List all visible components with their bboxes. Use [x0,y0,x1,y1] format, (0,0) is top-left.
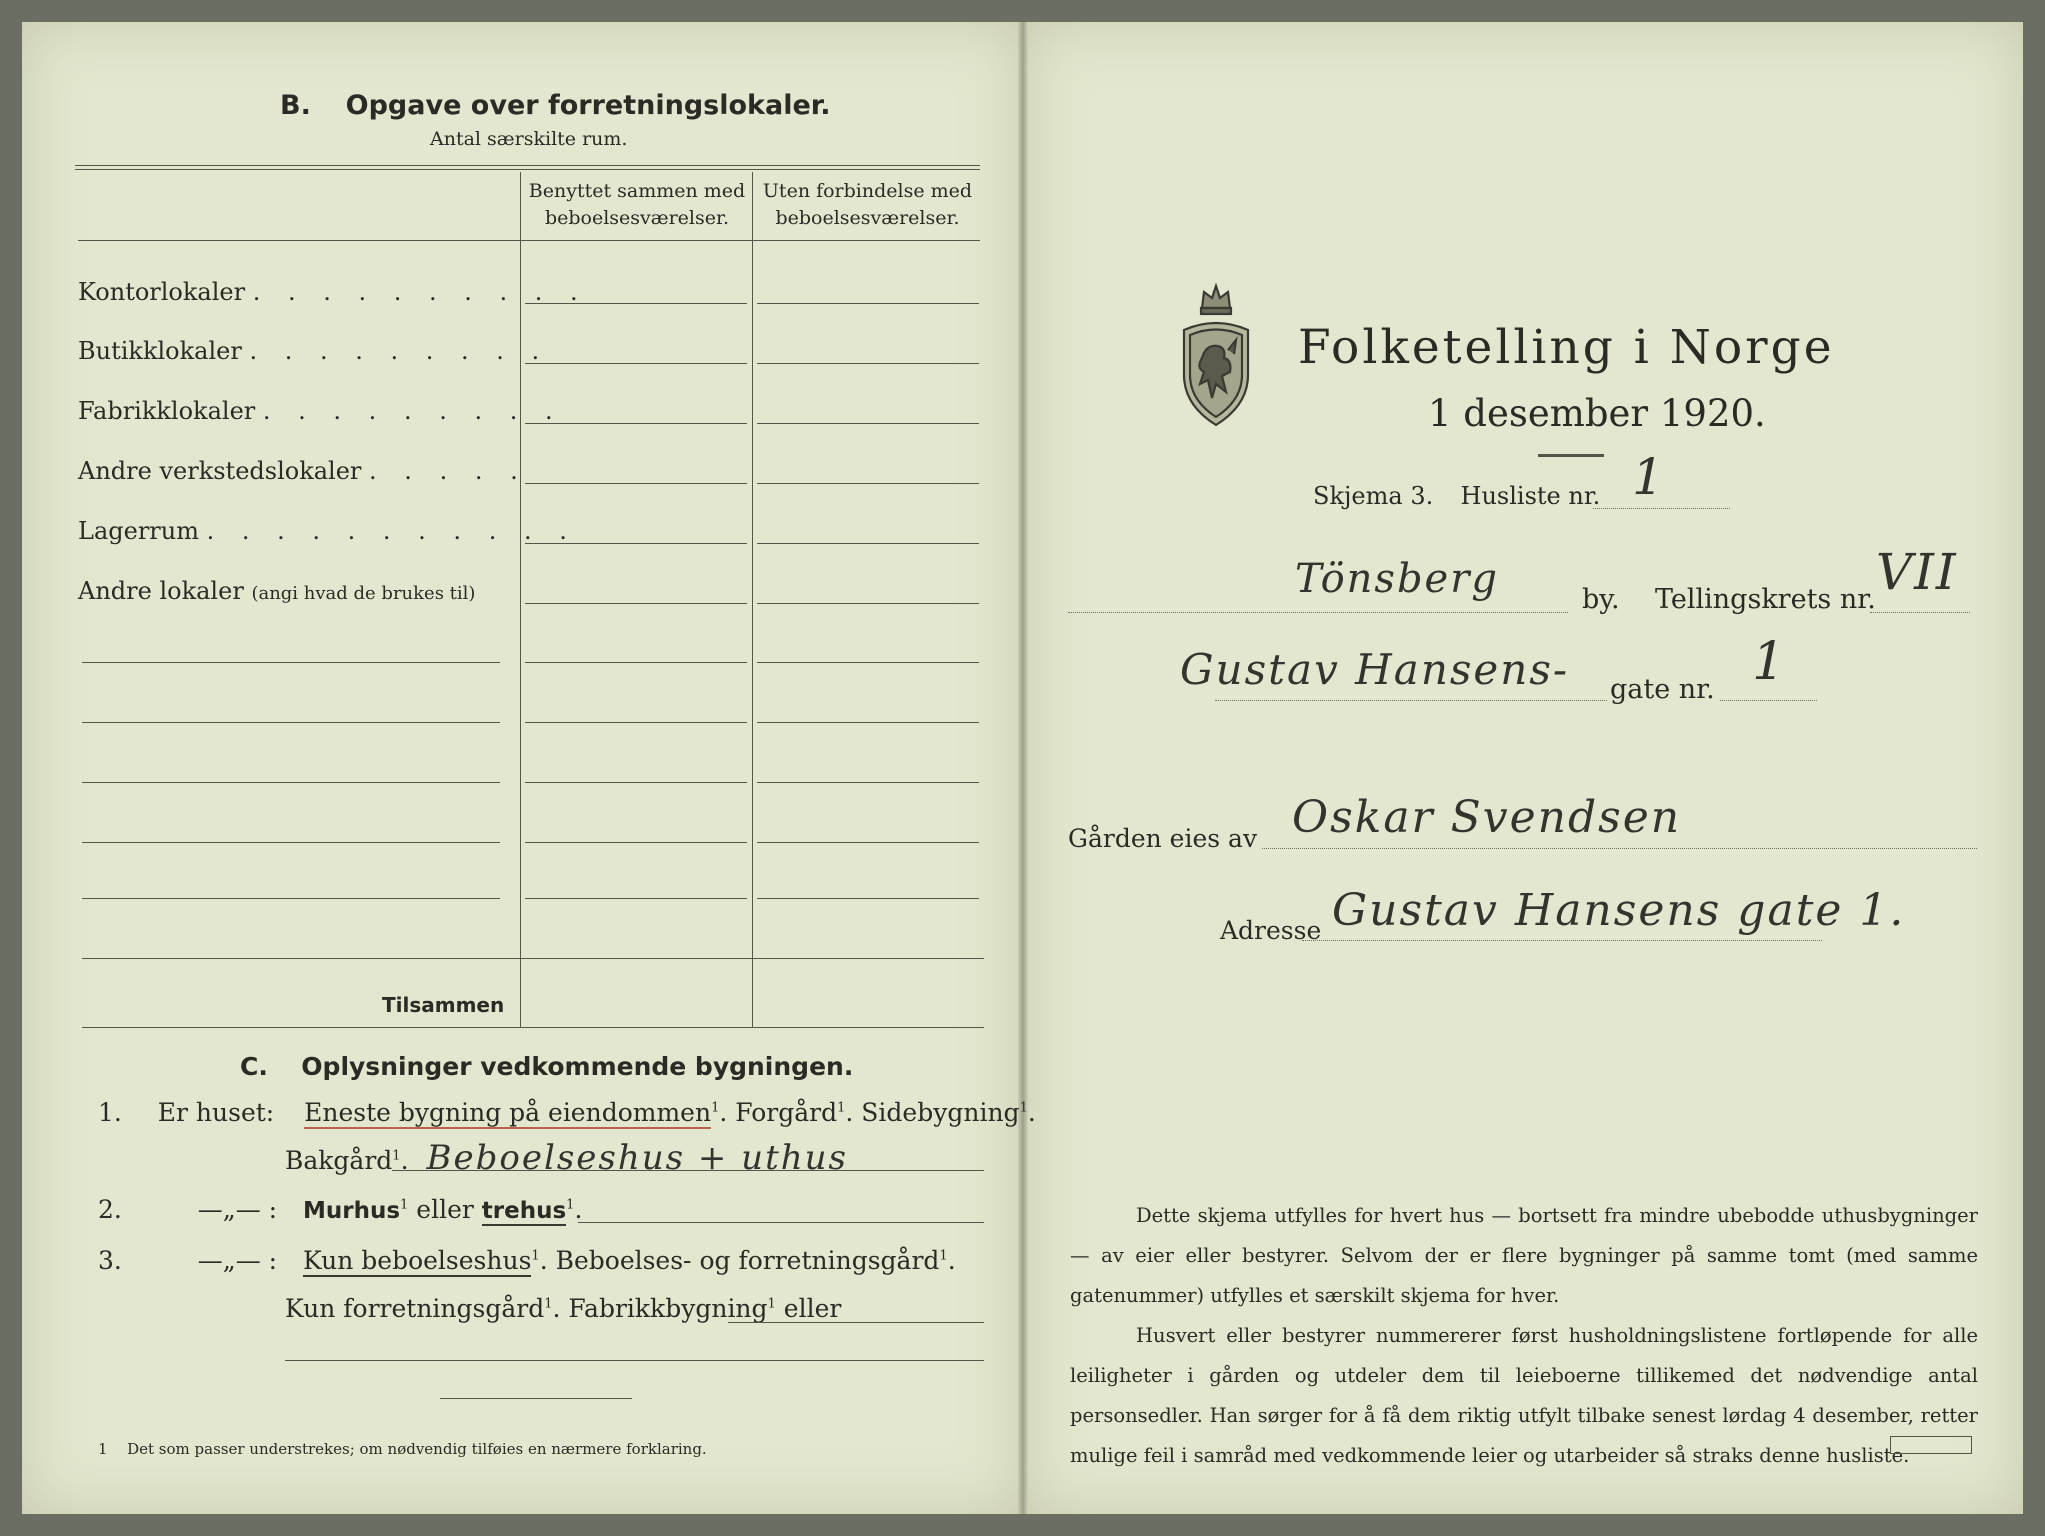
option-beboelses-og-forretningsgard: Beboelses- og forretningsgård [555,1246,940,1275]
row-label-andre [78,577,475,605]
table-col-divider-2 [752,172,753,1027]
cell-rule [757,543,979,544]
col-header-with-dwelling: Benyttet sammen med beboelsesværelser. [528,180,746,229]
total-label: Tilsammen [382,993,505,1017]
leader-dots: . . . . . . . . . . . [206,517,577,545]
footnote-mark: 1 [98,1440,108,1458]
schema-line [1313,482,1600,510]
cell-rule [757,423,979,424]
cell-rule [525,363,747,364]
page-fold [1018,22,1028,1514]
total-bottom-rule [82,1027,984,1028]
instructions-paragraph-2: Husvert eller bestyrer nummererer først husholdningslistene fortløpende for alle leiligheter i gården og utdeler dem til leieboerne tillikemed det nødvendige antal personsedler. Han sørger for å få dem riktig utfylt tilbake senest lørdag 4 desember, retter mulige feil i samråd med vedkommende leier og utarbeider så straks denne husliste. [1070,1324,1978,1467]
cell-rule [757,898,979,899]
row-label-butikk [78,337,549,365]
c-item-3-cont: Kun forretningsgård$^1$. Fabrikkbygning$^1$ eller [285,1294,842,1323]
footnote-ref: 1 [939,1248,948,1264]
census-date: 1 desember 1920. [1428,392,1766,435]
cell-rule [757,483,979,484]
blank-row-rule [82,782,500,783]
by-label: by. [1582,584,1620,615]
krets-label: Tellingskrets nr. [1655,584,1876,615]
husliste-label: Husliste nr. [1460,482,1601,510]
row-label-verksted [78,457,528,485]
answer-rule [728,1322,984,1323]
row-label-text: Fabrikklokaler [78,397,256,425]
cell-rule [757,363,979,364]
section-c-title: Oplysninger vedkommende bygningen. [301,1052,854,1081]
footnote-text: Det som passer understrekes; om nødvendig tilføies en nærmere forklaring. [127,1440,707,1458]
connector-text: eller [416,1195,474,1224]
row-label-text: Butikklokaler [78,337,242,365]
krets-value: VII [1876,543,1958,601]
gate-value: 1 [1752,632,1788,692]
coat-of-arms-icon [1172,280,1260,430]
section-b-heading [280,90,830,121]
option-murhus: Murhus [303,1198,401,1224]
blank-row-rule [82,662,500,663]
footnote-ref: 1 [392,1148,401,1164]
leader-dots: . . . . . . . . . [249,337,550,365]
connector-text: eller [783,1294,842,1323]
c-item-1: 1. Er huset: Eneste bygning på eiendommen$^1$. Forgård$^1$. Sidebygning$^1$. [98,1098,1036,1127]
footnote-ref: 1 [767,1296,776,1312]
blank-row-rule [82,842,500,843]
footnote-ref: 1 [544,1296,553,1312]
section-b-letter: B. [280,90,311,121]
section-b-subtitle: Antal særskilte rum. [430,128,628,150]
answer-rule [578,1222,984,1223]
printer-stamp-icon [1890,1436,1972,1454]
section-b-title: Opgave over forretningslokaler. [345,90,831,121]
cell-rule [525,662,747,663]
row-label-kontor [78,278,588,306]
option-forgard: Forgård [735,1098,838,1127]
krets-field-line [1870,612,1970,613]
table-top-rule [75,165,980,166]
leader-dots: . . . . . . . . . . [252,278,588,306]
address-value: Gustav Hansens gate 1. [1332,885,1906,936]
footnote-ref: 1 [566,1197,575,1213]
c-item-1-cont: Bakgård$^1$. Beboelseshus + uthus [285,1138,848,1178]
item-lead: —„— : [197,1195,278,1224]
leader-dots: . . . . . [369,457,528,485]
street-field-line [1215,700,1607,701]
husliste-value: 1 [1632,448,1666,506]
section-c-heading [240,1052,853,1081]
gate-field-line [1720,700,1817,701]
gate-label: gate nr. [1610,674,1715,705]
page-title: Folketelling i Norge [1298,320,1835,375]
footnote-ref: 1 [1019,1100,1028,1116]
option-kun-forretningsgard: Kun forretningsgård [285,1294,545,1323]
option-eneste-bygning: Eneste bygning på eiendommen [304,1098,712,1127]
section-c-letter: C. [240,1052,268,1081]
c-item-3: 3. —„— : Kun beboelseshus$^1$. Beboelses- og forretningsgård$^1$. [98,1246,956,1275]
option-bakgard: Bakgård [285,1146,393,1175]
blank-row-rule [82,722,500,723]
schema-label: Skjema 3. [1313,482,1434,510]
item-number: 1. [98,1098,122,1127]
total-top-rule [82,958,984,959]
option-fabrikkbygning: Fabrikkbygning [568,1294,768,1323]
footnote-ref: 1 [711,1100,720,1116]
husliste-field-line [1593,508,1730,509]
handwritten-building-type: Beboelseshus + uthus [426,1138,848,1178]
city-field-line [1068,612,1568,613]
instructions-paragraph-1: Dette skjema utfylles for hvert hus — bortsett fra mindre ubebodde uthusbygninger — av eier eller bestyrer. Selvom der er flere bygninger på samme tomt (med samme gatenummer) utfylles et særskilt skjema for hver. [1070,1204,1978,1307]
table-header-rule [78,240,980,241]
cell-rule [525,303,747,304]
item-number: 3. [98,1246,122,1275]
left-page [22,22,1022,1514]
leader-dots: . . . . . . . . . [262,397,563,425]
c-item-2: 2. —„— : Murhus$^1$ eller trehus$^1$. [98,1195,583,1224]
owner-value: Oskar Svendsen [1292,792,1682,843]
cell-rule [757,303,979,304]
row-note: (angi hvad de brukes til) [251,583,476,604]
title-rule [1538,454,1604,457]
answer-rule [285,1360,984,1361]
col-header-without-dwelling: Uten forbindelse med beboelsesværelser. [762,180,973,229]
row-label-text: Kontorlokaler [78,278,246,306]
address-field-line [1302,940,1822,941]
city-value: Tönsberg [1295,556,1499,602]
cell-rule [757,842,979,843]
street-value: Gustav Hansens- [1180,645,1570,694]
cell-rule [525,842,747,843]
row-label-fabrikk [78,397,563,425]
cell-rule [757,662,979,663]
cell-rule [525,898,747,899]
cell-rule [757,782,979,783]
option-sidebygning: Sidebygning [861,1098,1020,1127]
footnote-ref: 1 [837,1100,846,1116]
option-trehus: trehus [481,1198,567,1224]
footnote-ref: 1 [531,1248,540,1264]
footnote-separator [440,1398,632,1399]
cell-rule [525,543,747,544]
answer-rule [392,1170,984,1171]
row-label-text: Andre lokaler [78,577,244,605]
address-label: Adresse [1220,916,1322,945]
cell-rule [525,483,747,484]
option-kun-beboelseshus: Kun beboelseshus [303,1246,532,1275]
item-number: 2. [98,1195,122,1224]
cell-rule [757,603,979,604]
footnote [98,1440,707,1458]
row-label-text: Lagerrum [78,517,199,545]
owner-field-line [1262,848,1977,849]
cell-rule [525,782,747,783]
cell-rule [757,722,979,723]
row-label-lager [78,517,577,545]
cell-rule [525,603,747,604]
item-lead: Er huset: [157,1098,275,1127]
cell-rule [525,722,747,723]
owner-label: Gården eies av [1068,824,1258,853]
table-top-rule-2 [75,169,980,170]
cell-rule [525,423,747,424]
footnote-ref: 1 [400,1197,409,1213]
blank-row-rule [82,898,500,899]
item-lead: —„— : [197,1246,278,1275]
row-label-text: Andre verkstedslokaler [78,457,362,485]
